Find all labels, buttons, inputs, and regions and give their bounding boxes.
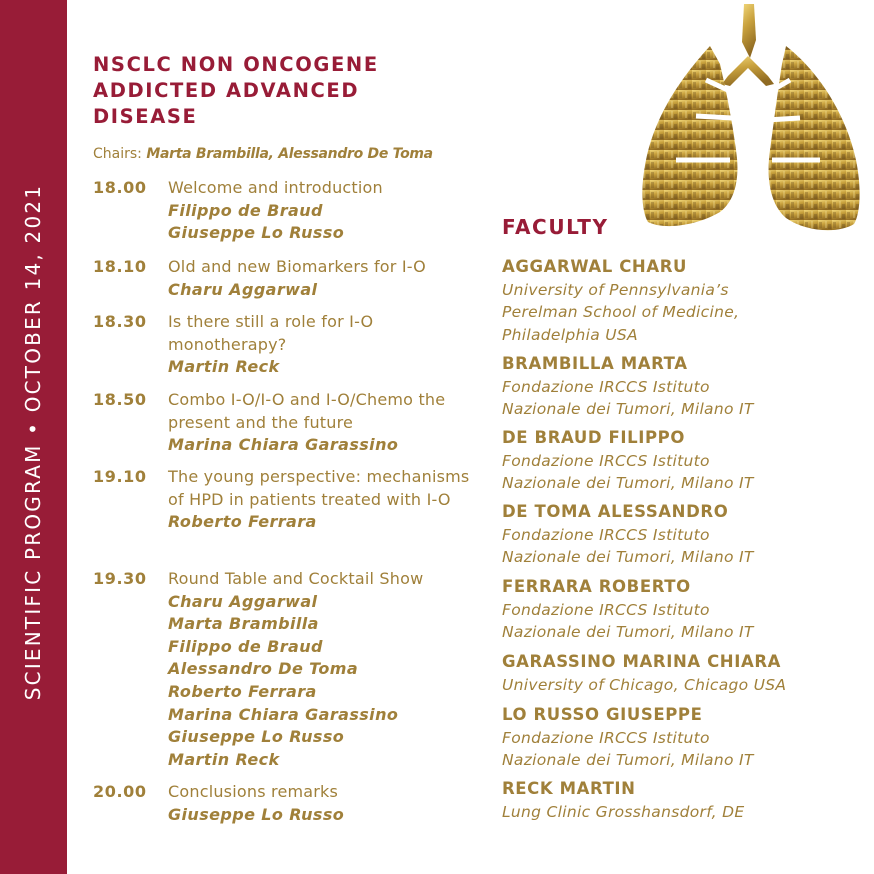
- session-time: 18.50: [93, 390, 147, 409]
- faculty-affiliation: University of Pennsylvania’s Perelman School of Medicine, Philadelphia USA: [502, 280, 740, 344]
- chairs-label: Chairs:: [93, 146, 142, 162]
- session-time: 18.10: [93, 257, 147, 276]
- speaker-name: Giuseppe Lo Russo: [168, 804, 345, 824]
- faculty-member: [502, 353, 862, 421]
- sidebar: [0, 0, 67, 874]
- faculty-affiliation: Lung Clinic Grosshansdorf, DE: [502, 802, 745, 821]
- speaker-name: Filippo de Braud: [168, 200, 323, 220]
- session-title: The young perspective: mechanisms of HPD in patients treated with I-O: [168, 467, 470, 509]
- faculty-affiliation: Fondazione IRCCS Istituto Nazionale dei Tumori, Milano IT: [502, 728, 754, 770]
- faculty-member: [502, 778, 862, 823]
- session-time: 19.10: [93, 467, 147, 486]
- faculty-name: AGGARWAL CHARU: [502, 257, 688, 276]
- lungs-icon: [636, 0, 868, 240]
- session-time: 19.30: [93, 569, 147, 588]
- speaker-name: Marina Chiara Garassino: [168, 435, 399, 455]
- faculty-member: [502, 256, 862, 346]
- speaker-name: Martin Reck: [168, 749, 280, 769]
- speaker-name: Charu Aggarwal: [168, 591, 318, 611]
- faculty-affiliation: University of Chicago, Chicago USA: [502, 675, 787, 694]
- speaker-name: Filippo de Braud: [168, 636, 323, 656]
- faculty-affiliation: Fondazione IRCCS Istituto Nazionale dei Tumori, Milano IT: [502, 600, 754, 642]
- faculty-name: RECK MARTIN: [502, 779, 636, 798]
- chairs-names: Marta Brambilla, Alessandro De Toma: [146, 146, 433, 162]
- faculty-name: BRAMBILLA MARTA: [502, 354, 688, 373]
- speaker-name: Marta Brambilla: [168, 614, 319, 634]
- faculty-heading: FACULTY: [502, 215, 609, 239]
- faculty-name: DE BRAUD FILIPPO: [502, 428, 685, 447]
- speaker-name: Martin Reck: [168, 357, 280, 377]
- faculty-name: LO RUSSO GIUSEPPE: [502, 705, 703, 724]
- faculty-member: [502, 651, 862, 696]
- faculty-name: FERRARA ROBERTO: [502, 577, 691, 596]
- faculty-member: [502, 576, 862, 644]
- faculty-member: [502, 501, 862, 569]
- session-time: 18.30: [93, 312, 147, 331]
- chairs-line: [93, 146, 433, 162]
- session-time: 20.00: [93, 782, 147, 801]
- session-title: Conclusions remarks: [168, 782, 339, 801]
- session-title: Is there still a role for I-O monotherapy?: [168, 312, 374, 354]
- faculty-member: [502, 704, 862, 772]
- sidebar-title: SCIENTIFIC PROGRAM • OCTOBER 14, 2021: [21, 183, 45, 701]
- faculty-name: GARASSINO MARINA CHIARA: [502, 652, 781, 671]
- speaker-name: Giuseppe Lo Russo: [168, 223, 345, 243]
- session-title: Old and new Biomarkers for I-O: [168, 257, 426, 276]
- faculty-name: DE TOMA ALESSANDRO: [502, 502, 729, 521]
- faculty-member: [502, 427, 862, 495]
- session-time: 18.00: [93, 178, 147, 197]
- speaker-name: Marina Chiara Garassino: [168, 704, 399, 724]
- session-title: Round Table and Cocktail Show: [168, 569, 424, 588]
- speaker-name: Roberto Ferrara: [168, 512, 317, 532]
- faculty-affiliation: Fondazione IRCCS Istituto Nazionale dei Tumori, Milano IT: [502, 525, 754, 567]
- page-title: NSCLC NON ONCOGENE ADDICTED ADVANCED DISEASE: [93, 53, 379, 128]
- faculty-affiliation: Fondazione IRCCS Istituto Nazionale dei Tumori, Milano IT: [502, 451, 754, 493]
- session-title: Combo I-O/I-O and I-O/Chemo the present and the future: [168, 390, 446, 432]
- speaker-name: Charu Aggarwal: [168, 279, 318, 299]
- faculty-affiliation: Fondazione IRCCS Istituto Nazionale dei Tumori, Milano IT: [502, 377, 754, 419]
- speaker-name: Alessandro De Toma: [168, 659, 359, 679]
- speaker-name: Giuseppe Lo Russo: [168, 727, 345, 747]
- session-title: Welcome and introduction: [168, 178, 383, 197]
- speaker-name: Roberto Ferrara: [168, 681, 317, 701]
